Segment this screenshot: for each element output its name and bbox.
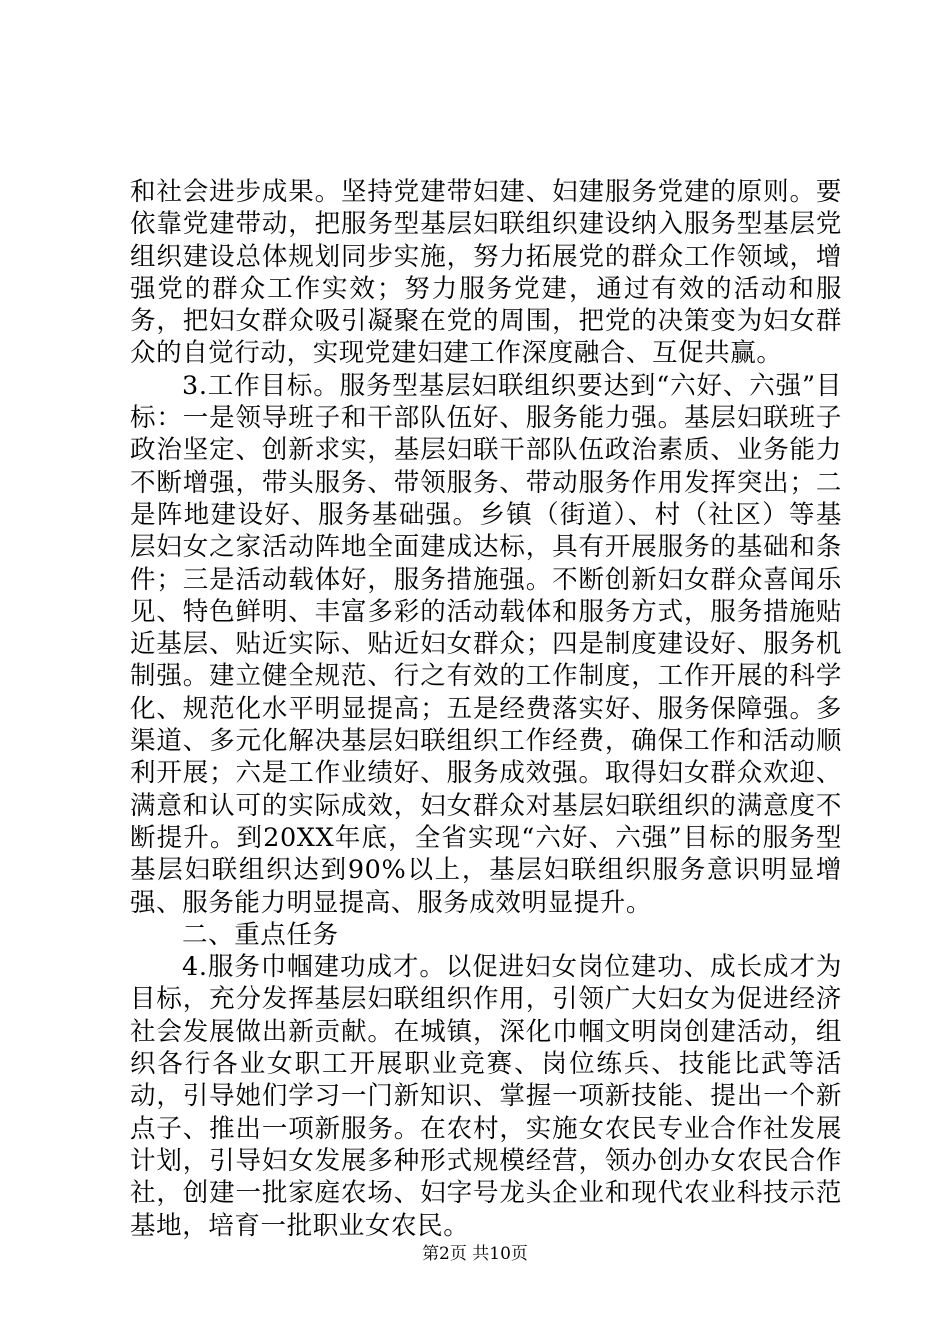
document-body [130,176,842,1242]
section-heading-key-tasks: 二、重点任务 [182,919,339,950]
paragraph-work-goals: 3.工作目标。服务型基层妇联组织要达到“六好、六强”目标：一是领导班子和干部队伍好、服务能力强。基层妇联班子政治坚定、创新求实，基层妇联干部队伍政治素质、业务能力不断增强，带头服务、带领服务、带动服务作用发挥突出；二是阵地建设好、服务基础强。乡镇（街道）、村（社区）等基层妇女之家活动阵地全面建成达标，具有开展服务的基础和条件；三是活动载体好，服务措施强。不断创新妇女群众喜闻乐见、特色鲜明、丰富多彩的活动载体和服务方式，服务措施贴近基层、贴近实际、贴近妇女群众；四是制度建设好、服务机制强。建立健全规范、行之有效的工作制度，工作开展的科学化、规范化水平明显提高；五是经费落实好、服务保障强。多渠道、多元化解决基层妇联组织工作经费，确保工作和活动顺利开展；六是工作业绩好、服务成效强。取得妇女群众欢迎、满意和认可的实际成效，妇女群众对基层妇联组织的满意度不断提升。到20XX年底，全省实现“六好、六强”目标的服务型基层妇联组织达到90%以上，基层妇联组织服务意识明显增强、服务能力明显提高、服务成效明显提升。 [130,370,842,918]
paragraph-serve-women-achievement: 4.服务巾帼建功成才。以促进妇女岗位建功、成长成才为目标，充分发挥基层妇联组织作用，引领广大妇女为促进经济社会发展做出新贡献。在城镇，深化巾帼文明岗创建活动，组织各行各业女职工开展职业竞赛、岗位练兵、技能比武等活动，引导她们学习一门新知识、掌握一项新技能、提出一个新点子、推出一项新服务。在农村，实施女农民专业合作社发展计划，引导妇女发展多种形式规模经营，领办创办女农民合作社，创建一批家庭农场、妇字号龙头企业和现代农业科技示范基地，培育一批职业女农民。 [130,952,842,1241]
paragraph-party-building: 和社会进步成果。坚持党建带妇建、妇建服务党建的原则。要依靠党建带动，把服务型基层妇联组织建设纳入服务型基层党组织建设总体规划同步实施，努力拓展党的群众工作领域，增强党的群众工作实效；努力服务党建，通过有效的活动和服务，把妇女群众吸引凝聚在党的周围，把党的决策变为妇女群众的自觉行动，实现党建妇建工作深度融合、互促共赢。 [130,177,842,369]
page-number-footer: 第2页 共10页 [422,1244,528,1264]
